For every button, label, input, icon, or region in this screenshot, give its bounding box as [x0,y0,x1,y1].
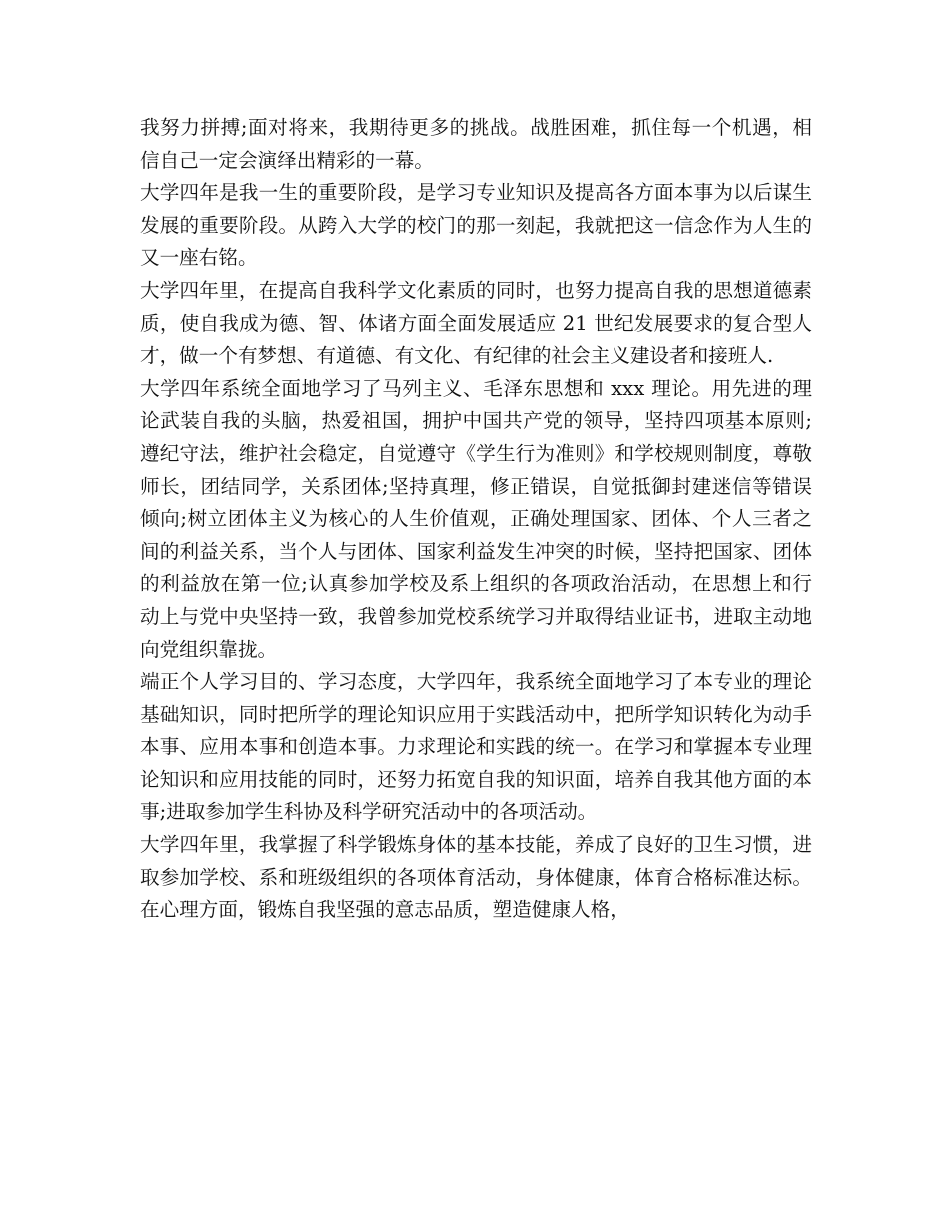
paragraph-4: 大学四年系统全面地学习了马列主义、毛泽东思想和 xxx 理论。用先进的理论武装自我的头脑，热爱祖国，拥护中国共产党的领导，坚持四项基本原则;遵纪守法，维护社会稳定，自觉遵守《学生行为准则》和学校规则制度，尊敬师长，团结同学，关系团体;坚持真理，修正错误，自觉抵御封建迷信等错误倾向;树立团体主义为核心的人生价值观，正确处理国家、团体、个人三者之间的利益关系，当个人与团体、国家利益发生冲突的时候，坚持把国家、团体的利益放在第一位;认真参加学校及系上组织的各项政治活动，在思想上和行动上与党中央坚持一致，我曾参加党校系统学习并取得结业证书，进取主动地向党组织靠拢。 [140,376,812,661]
paragraph-3: 大学四年里，在提高自我科学文化素质的同时，也努力提高自我的思想道德素质，使自我成为德、智、体诸方面全面发展适应 21 世纪发展要求的复合型人才，做一个有梦想、有道德、有文化、有纪律的社会主义建设者和接班人. [140,278,812,368]
document-page [140,112,812,927]
paragraph-5: 端正个人学习目的、学习态度，大学四年，我系统全面地学习了本专业的理论基础知识，同时把所学的理论知识应用于实践活动中，把所学知识转化为动手本事、应用本事和创造本事。力求理论和实践的统一。在学习和掌握本专业理论知识和应用技能的同时，还努力拓宽自我的知识面，培养自我其他方面的本事;进取参加学生科协及科学研究活动中的各项活动。 [140,670,812,824]
paragraph-1: 我努力拼搏;面对将来，我期待更多的挑战。战胜困难，抓住每一个机遇，相信自己一定会演绎出精彩的一幕。 [140,116,812,172]
paragraph-6: 大学四年里，我掌握了科学锻炼身体的基本技能，养成了良好的卫生习惯，进取参加学校、系和班级组织的各项体育活动，身体健康，体育合格标准达标。在心理方面，锻炼自我坚强的意志品质，塑造健康人格， [140,833,812,922]
paragraph-2: 大学四年是我一生的重要阶段，是学习专业知识及提高各方面本事为以后谋生发展的重要阶段。从跨入大学的校门的那一刻起，我就把这一信念作为人生的又一座右铭。 [140,181,812,270]
